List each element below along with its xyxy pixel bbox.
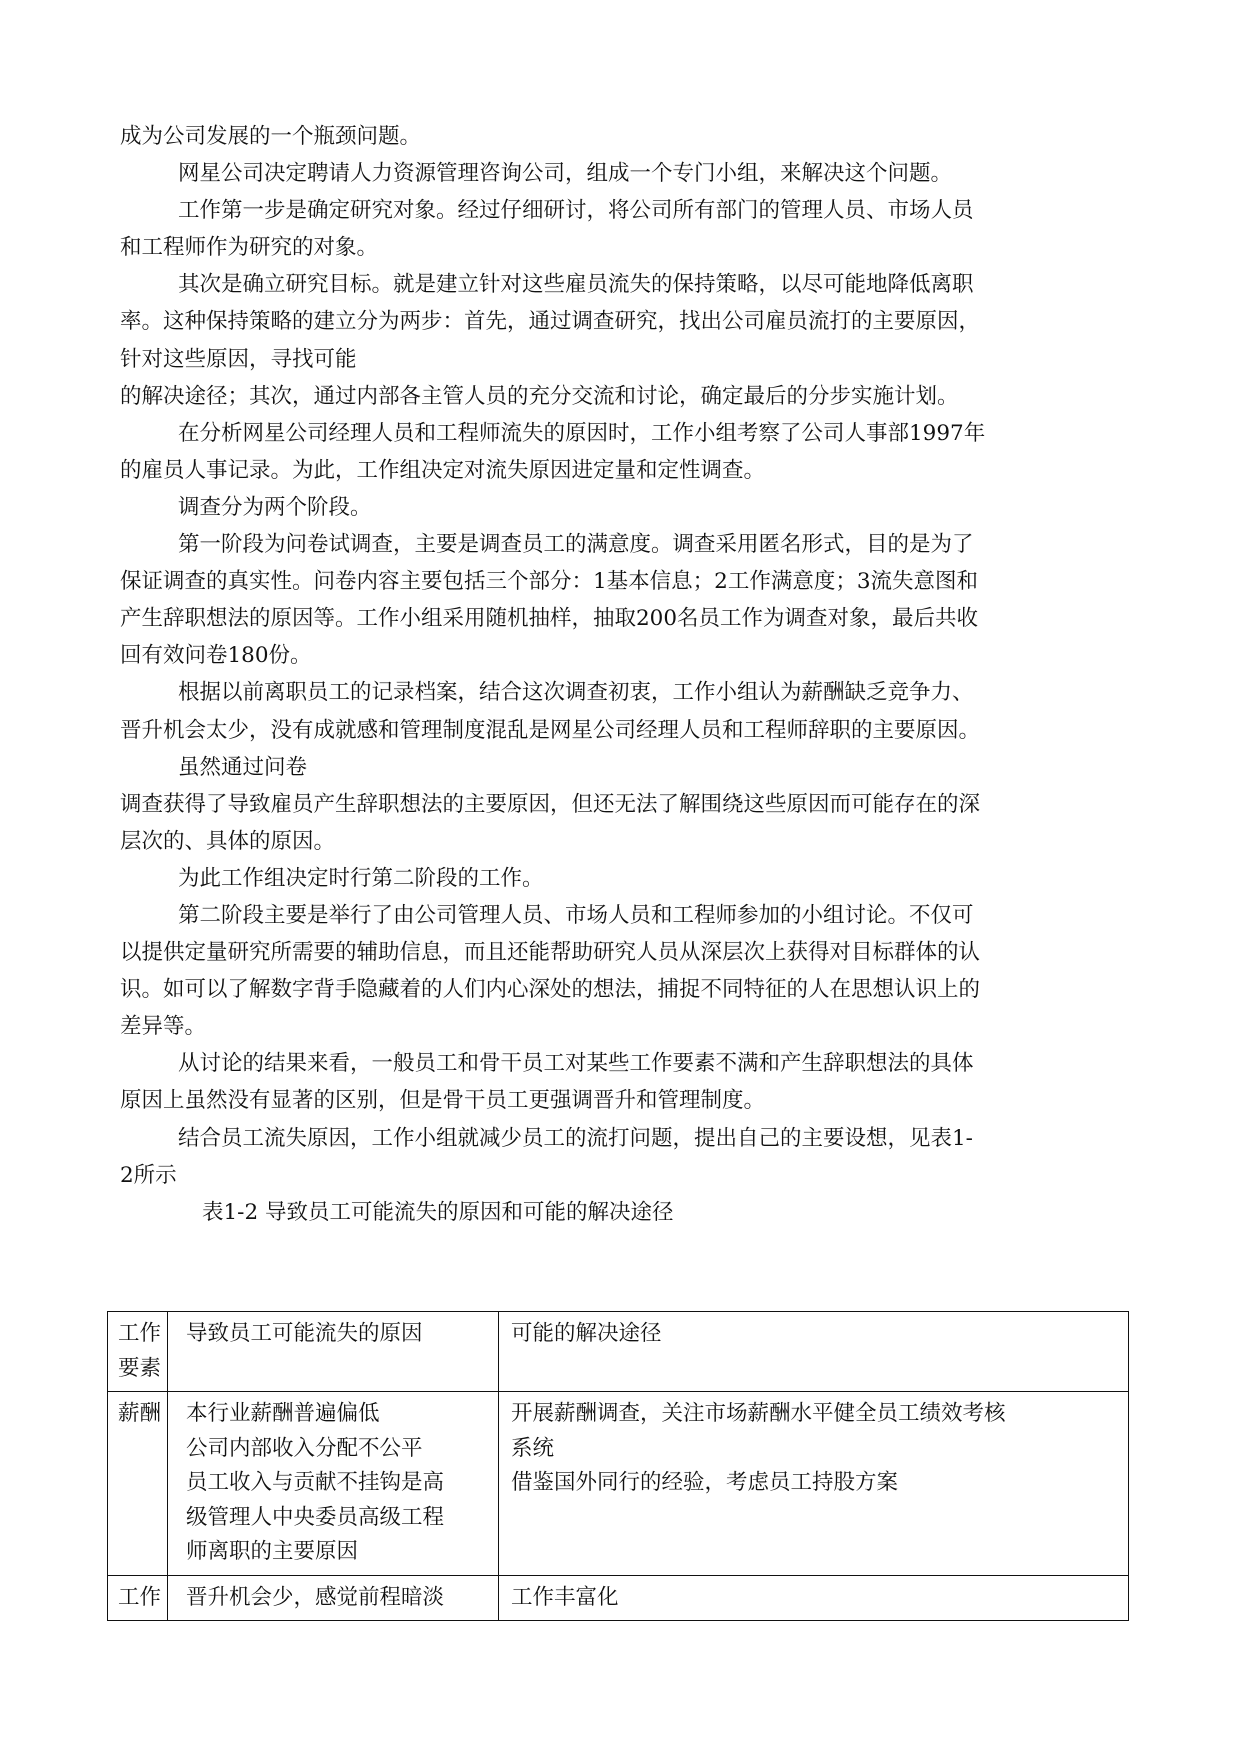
- paragraph-line: 率。这种保持策略的建立分为两步：首先，通过调查研究，找出公司雇员流打的主要原因，: [120, 309, 981, 335]
- paragraph-line: 从讨论的结果来看，一般员工和骨干员工对某些工作要素不满和产生辞职想法的具体: [178, 1051, 974, 1077]
- paragraph-line: 在分析网星公司经理人员和工程师流失的原因时，工作小组考察了公司人事部1997年: [178, 420, 986, 446]
- paragraph-line: 产生辞职想法的原因等。工作小组采用随机抽样，抽取200名员工作为调查对象，最后共收: [120, 606, 979, 632]
- cell-text: 系统: [511, 1435, 555, 1461]
- cell-solution: [499, 1575, 1129, 1621]
- paragraph-line: 结合员工流失原因，工作小组就减少员工的流打问题，提出自己的主要设想，见表1-: [178, 1125, 973, 1151]
- cell-text: 师离职的主要原因: [186, 1539, 359, 1564]
- cell-reason: [168, 1575, 499, 1621]
- paragraph-line: 其次是确立研究目标。就是建立针对这些雇员流失的保持策略，以尽可能地降低离职: [178, 272, 974, 298]
- paragraph-line: 2所示: [120, 1162, 177, 1188]
- paragraph-line: 以提供定量研究所需要的辅助信息，而且还能帮助研究人员从深层次上获得对目标群体的认: [120, 940, 981, 966]
- paragraph-line: 和工程师作为研究的对象。: [120, 235, 379, 261]
- cell-text: 薪酬: [118, 1401, 162, 1426]
- reasons-solutions-table: [107, 1311, 1129, 1621]
- cell-text: 工作: [118, 1584, 162, 1610]
- cell-text: 本行业薪酬普遍偏低: [186, 1401, 380, 1426]
- cell-solution: [499, 1392, 1129, 1576]
- paragraph-line: 原因上虽然没有显著的区别，但是骨干员工更强调晋升和管理制度。: [120, 1088, 766, 1114]
- paragraph-line: 回有效问卷180份。: [120, 643, 312, 669]
- cell-text: 工作: [118, 1321, 162, 1346]
- cell-text: 要素: [118, 1355, 162, 1381]
- paragraph-line: 晋升机会太少，没有成就感和管理制度混乱是网星公司经理人员和工程师辞职的主要原因。: [120, 717, 981, 743]
- paragraph-line: 网星公司决定聘请人力资源管理咨询公司，组成一个专门小组，来解决这个问题。: [178, 161, 953, 187]
- cell-text: 可能的解决途径: [511, 1321, 662, 1346]
- cell-text: 开展薪酬调查，关注市场薪酬水平健全员工绩效考核: [511, 1401, 1006, 1426]
- paragraph-line: 差异等。: [120, 1014, 207, 1040]
- cell-text: 借鉴国外同行的经验，考虑员工持股方案: [511, 1470, 899, 1495]
- paragraph-line: 第一阶段为问卷试调查，主要是调查员工的满意度。调查采用匿名形式，目的是为了: [178, 532, 974, 558]
- paragraph-line: 识。如可以了解数字背手隐藏着的人们内心深处的想法，捕捉不同特征的人在思想认识上的: [120, 977, 981, 1003]
- cell-factor: [108, 1575, 168, 1621]
- paragraph-line: 的解决途径；其次，通过内部各主管人员的充分交流和讨论，确定最后的分步实施计划。: [120, 383, 959, 409]
- header-cell-factor: [108, 1312, 168, 1392]
- cell-reason: [168, 1392, 499, 1576]
- cell-text: 级管理人中央委员高级工程: [186, 1504, 445, 1530]
- table-row: [108, 1575, 1129, 1621]
- paragraph-line: 根据以前离职员工的记录档案，结合这次调查初衷，工作小组认为薪酬缺乏竞争力、: [178, 680, 974, 706]
- paragraph-line: 调查获得了导致雇员产生辞职想法的主要原因，但还无法了解围绕这些原因而可能存在的深: [120, 791, 981, 817]
- table-row: [108, 1392, 1129, 1576]
- paragraph-line: 保证调查的真实性。问卷内容主要包括三个部分：1基本信息；2工作满意度；3流失意图和: [120, 569, 979, 595]
- paragraph-line: 成为公司发展的一个瓶颈问题。: [120, 124, 422, 149]
- document-body: [120, 118, 1130, 1231]
- paragraph-line: 第二阶段主要是举行了由公司管理人员、市场人员和工程师参加的小组讨论。不仅可: [178, 902, 974, 928]
- paragraph-line: 调查分为两个阶段。: [178, 494, 372, 520]
- paragraph-line: 虽然通过问卷: [178, 754, 308, 780]
- cell-text: 导致员工可能流失的原因: [186, 1321, 423, 1346]
- cell-text: 员工收入与贡献不挂钩是高: [186, 1470, 445, 1495]
- paragraph-line: 的雇员人事记录。为此，工作组决定对流失原因进定量和定性调查。: [120, 457, 766, 483]
- header-cell-solution: [499, 1312, 1129, 1392]
- table-header-row: [108, 1312, 1129, 1392]
- cell-factor: [108, 1392, 168, 1576]
- cell-text: 晋升机会少，感觉前程暗淡: [186, 1584, 445, 1610]
- paragraph-line: 针对这些原因，寻找可能: [120, 346, 357, 372]
- header-cell-reason: [168, 1312, 499, 1392]
- cell-text: 公司内部收入分配不公平: [186, 1435, 423, 1461]
- paragraph-line: 层次的、具体的原因。: [120, 828, 336, 854]
- paragraph-line: 为此工作组决定时行第二阶段的工作。: [178, 865, 544, 891]
- paragraph-line: 工作第一步是确定研究对象。经过仔细研讨，将公司所有部门的管理人员、市场人员: [178, 198, 974, 224]
- cell-text: 工作丰富化: [511, 1584, 619, 1610]
- table-caption: 表1-2 导致员工可能流失的原因和可能的解决途径: [202, 1199, 674, 1225]
